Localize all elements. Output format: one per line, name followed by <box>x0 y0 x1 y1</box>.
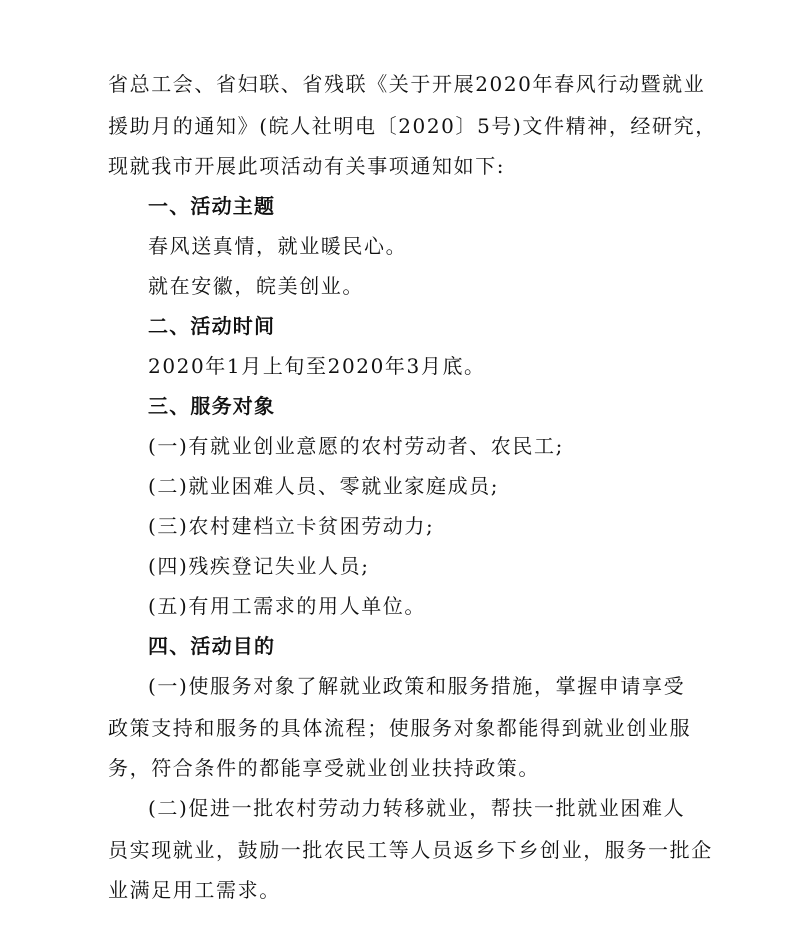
target-item-4: (四)残疾登记失业人员; <box>148 554 370 578</box>
purpose-para1-line-1: (一)使服务对象了解就业政策和服务措施，掌握申请享受 <box>148 674 686 698</box>
purpose-para2-line-1: (二)促进一批农村劳动力转移就业，帮扶一批就业困难人 <box>148 796 686 820</box>
purpose-para2-line-3: 业满足用工需求。 <box>108 878 281 902</box>
section-heading-time: 二、活动时间 <box>148 314 276 338</box>
purpose-para2-line-2: 员实现就业，鼓励一批农民工等人员返乡下乡创业，服务一批企 <box>108 838 713 862</box>
section-heading-targets: 三、服务对象 <box>148 394 276 418</box>
theme-item-1: 春风送真情，就业暖民心。 <box>148 234 408 258</box>
time-item-1: 2020年1月上旬至2020年3月底。 <box>148 354 486 378</box>
theme-item-2: 就在安徽，皖美创业。 <box>148 274 364 298</box>
target-item-2: (二)就业困难人员、零就业家庭成员; <box>148 474 500 498</box>
intro-line-3: 现就我市开展此项活动有关事项通知如下: <box>108 154 506 178</box>
purpose-para1-line-2: 政策支持和服务的具体流程；使服务对象都能得到就业创业服 <box>108 716 692 740</box>
target-item-1: (一)有就业创业意愿的农村劳动者、农民工; <box>148 434 564 458</box>
section-heading-purpose: 四、活动目的 <box>148 634 276 658</box>
target-item-5: (五)有用工需求的用人单位。 <box>148 594 427 618</box>
intro-line-1: 省总工会、省妇联、省残联《关于开展2020年春风行动暨就业 <box>108 72 706 96</box>
section-heading-theme: 一、活动主题 <box>148 194 276 218</box>
purpose-para1-line-3: 务，符合条件的都能享受就业创业扶持政策。 <box>108 756 540 780</box>
target-item-3: (三)农村建档立卡贫困劳动力; <box>148 514 435 538</box>
intro-line-2: 援助月的通知》(皖人社明电〔2020〕5号)文件精神，经研究， <box>108 114 717 138</box>
